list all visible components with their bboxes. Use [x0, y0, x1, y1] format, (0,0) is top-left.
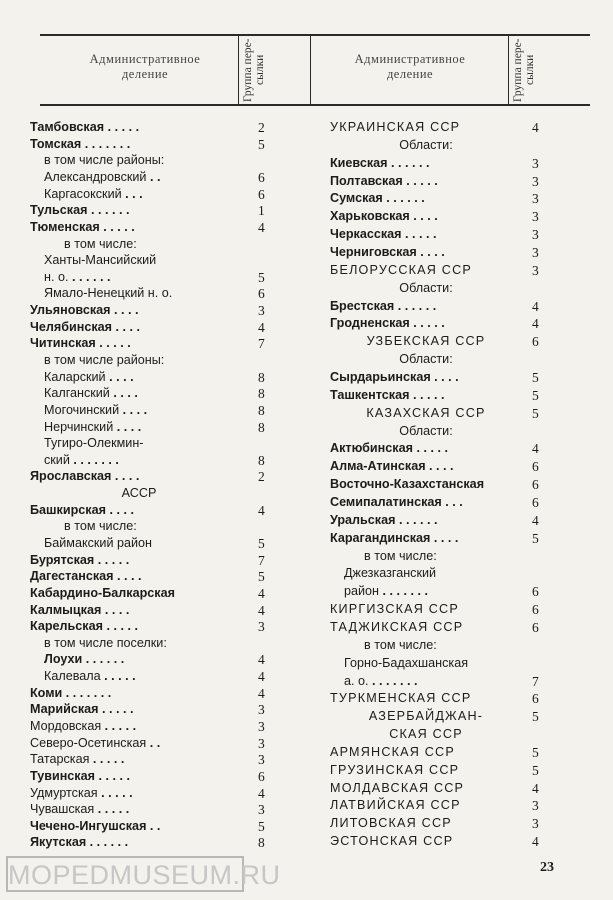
table-row [330, 745, 545, 763]
leader-dots: . . . . . [99, 219, 135, 234]
table-row [330, 674, 545, 692]
region-name: Каларский . . . . [44, 369, 134, 384]
leader-dots: . . . . . [409, 316, 445, 331]
table-row [330, 424, 545, 442]
table-row [330, 816, 545, 834]
region-name: Татарская . . . . . [30, 752, 125, 767]
leader-dots: . . . . . [89, 752, 125, 767]
table-row [30, 403, 275, 420]
region-name: Лоухи . . . . . . [44, 652, 125, 667]
table-row [330, 227, 545, 245]
group-number: 4 [258, 585, 265, 601]
group-number: 5 [532, 762, 539, 778]
table-row [30, 453, 275, 470]
region-name: Дагестанская . . . . [30, 569, 142, 584]
region-name: Марийская . . . . . [30, 702, 134, 717]
region-name: Тамбовская . . . . . [30, 120, 140, 134]
region-name: МОЛДАВСКАЯ ССР [330, 780, 465, 795]
region-name: Карельская . . . . . [30, 619, 138, 634]
leader-dots: . . . . . [412, 441, 448, 456]
table-row [30, 286, 275, 303]
leader-dots: . . . . . . [82, 652, 125, 667]
region-name: Ярославская . . . . [30, 469, 140, 484]
table-row [330, 727, 545, 745]
page-number: 23 [540, 860, 554, 875]
region-name: в том числе районы: [44, 153, 165, 168]
region-name: а. о. . . . . . . . [344, 673, 418, 688]
watermark: MOPEDMUSEUM.RU [6, 856, 244, 892]
group-number: 3 [532, 155, 539, 171]
group-number: 3 [258, 752, 265, 768]
region-name: Коми . . . . . . . [30, 685, 112, 700]
leader-dots: . . . . . . [87, 203, 130, 218]
group-number: 6 [532, 494, 539, 510]
table-row [30, 752, 275, 769]
right-group-divider [508, 34, 509, 105]
group-number: 4 [532, 441, 539, 457]
leader-dots: . . . . [112, 319, 140, 334]
table-row [330, 656, 545, 674]
table-row [330, 638, 545, 656]
table-row [330, 495, 545, 513]
group-number: 5 [258, 136, 265, 152]
region-name: Тюменская . . . . . [30, 219, 135, 234]
table-row [330, 441, 545, 459]
group-number: 3 [258, 303, 265, 318]
table-row [330, 709, 545, 727]
table-row [330, 513, 545, 531]
region-name: в том числе поселки: [44, 635, 167, 650]
leader-dots: . . [146, 735, 161, 750]
leader-dots: . . . . . . [394, 298, 437, 313]
group-number: 8 [258, 452, 265, 468]
table-row [330, 584, 545, 602]
table-row [30, 336, 275, 353]
group-number: 7 [532, 673, 539, 689]
region-name: Баймакский район [44, 535, 152, 550]
table-row [30, 569, 275, 586]
leader-dots: . . . . . . [68, 269, 111, 284]
region-name: Черниговская . . . . [330, 245, 445, 259]
group-number: 5 [532, 744, 539, 760]
leader-dots: . . . . . . [387, 155, 430, 170]
leader-dots: . . . . . [94, 802, 130, 817]
group-number: 3 [532, 245, 539, 260]
table-row [330, 138, 545, 156]
leader-dots: . . . . [430, 370, 459, 384]
table-row [330, 691, 545, 709]
group-number: 3 [532, 262, 539, 278]
table-row [30, 553, 275, 570]
table-row [30, 736, 275, 753]
region-name: Удмуртская . . . . . [30, 785, 133, 800]
table-row [30, 420, 275, 437]
group-number: 4 [532, 298, 539, 314]
group-number: 4 [258, 502, 265, 518]
leader-dots: . . . . . . . [81, 136, 131, 151]
table-row [30, 619, 275, 636]
region-name: ЭСТОНСКАЯ ССР [330, 834, 454, 849]
region-name: ГРУЗИНСКАЯ ССР [330, 762, 460, 777]
region-name: в том числе районы: [44, 352, 165, 367]
region-name: БЕЛОРУССКАЯ ССР [330, 262, 472, 277]
table-row [30, 386, 275, 403]
leader-dots: . . . . . [100, 669, 136, 683]
leader-dots: . . . . [111, 469, 140, 484]
leader-dots: . . . . [101, 602, 130, 617]
region-name: Калевала . . . . . [44, 669, 136, 683]
region-name: Северо-Осетинская . . [30, 735, 161, 750]
table-row [30, 586, 275, 603]
table-row [30, 686, 275, 703]
right-header-group: Группа пере-сылки [512, 38, 536, 102]
region-name: ТУРКМЕНСКАЯ ССР [330, 691, 472, 706]
leader-dots: . . [146, 169, 161, 184]
region-name: Мордовская . . . . . [30, 718, 137, 733]
left-column [30, 120, 275, 852]
group-number: 4 [532, 834, 539, 850]
table-row [330, 156, 545, 174]
leader-dots: . . . . [416, 245, 445, 259]
table-row [30, 819, 275, 836]
table-row [30, 253, 275, 270]
group-number: 6 [258, 768, 265, 784]
group-number: 4 [532, 120, 539, 135]
group-number: 3 [532, 798, 539, 814]
table-row [30, 669, 275, 686]
group-number: 6 [532, 691, 539, 707]
leader-dots: . . . . [113, 569, 142, 584]
leader-dots: . . . . . [98, 702, 134, 717]
group-number: 3 [532, 816, 539, 832]
region-name: Калмыцкая . . . . [30, 602, 130, 617]
group-number: 8 [258, 402, 265, 418]
table-row [330, 459, 545, 477]
leader-dots: . . . . . [104, 120, 140, 134]
region-name: Ямало-Ненецкий н. о. [44, 286, 173, 301]
table-row [330, 620, 545, 638]
region-name: АЗЕРБАЙДЖАН- [368, 709, 484, 724]
table-row [30, 203, 275, 220]
table-row [330, 334, 545, 352]
region-name: в том числе: [364, 548, 437, 563]
table-row [330, 602, 545, 620]
region-name: Могочинский . . . . [44, 402, 148, 417]
table-row [330, 370, 545, 388]
group-number: 6 [258, 286, 265, 302]
leader-dots: . . . . [430, 530, 459, 545]
table-row [30, 187, 275, 204]
group-number: 7 [258, 552, 265, 568]
region-name: КИРГИЗСКАЯ ССР [330, 602, 459, 616]
table-row [30, 137, 275, 154]
region-name: Сумская . . . . . . [330, 191, 425, 206]
group-number: 5 [532, 405, 539, 421]
region-name: Карагандинская . . . . [330, 530, 459, 545]
leader-dots: . . . . [109, 386, 138, 401]
table-row [30, 702, 275, 719]
table-row [330, 174, 545, 192]
leader-dots: . . . . [105, 502, 134, 517]
table-row [330, 798, 545, 816]
group-number: 4 [258, 602, 265, 618]
table-row [30, 652, 275, 669]
group-number: 3 [532, 191, 539, 207]
region-name: Читинская . . . . . [30, 336, 131, 351]
right-column [330, 120, 545, 852]
leader-dots: . . [146, 818, 161, 833]
left-header-group: Группа пере-сылки [242, 38, 266, 102]
group-number: 4 [258, 652, 265, 668]
table-row [330, 120, 545, 138]
group-number: 3 [532, 227, 539, 243]
region-name: Уральская . . . . . . [330, 512, 438, 527]
region-name: АРМЯНСКАЯ ССР [330, 744, 455, 759]
leader-dots: . . . . . . [395, 512, 438, 527]
leader-dots: . . . . . . . [379, 584, 429, 599]
group-number: 6 [532, 477, 539, 493]
region-name: в том числе: [64, 236, 137, 251]
group-number: 8 [258, 369, 265, 385]
region-name: ЛИТОВСКАЯ ССР [330, 816, 452, 831]
region-name: в том числе: [364, 637, 437, 652]
group-number: 2 [258, 469, 265, 485]
region-name: Сырдарьинская . . . . [330, 370, 459, 384]
table-row [330, 477, 545, 495]
region-name: Ульяновская . . . . [30, 303, 139, 317]
group-number: 4 [258, 319, 265, 335]
table-row [30, 353, 275, 370]
group-number: 6 [258, 169, 265, 185]
group-number: 1 [258, 203, 265, 219]
leader-dots: . . . . [110, 303, 139, 317]
leader-dots: . . . . . . . [62, 685, 112, 700]
region-name: Тульская . . . . . . [30, 203, 130, 218]
table-row [330, 388, 545, 406]
region-name: Каргасокский . . . [44, 186, 143, 201]
table-row [30, 786, 275, 803]
region-name: Челябинская . . . . [30, 319, 140, 334]
center-divider [310, 34, 311, 105]
region-name: Бурятская . . . . . [30, 552, 130, 567]
group-number: 8 [258, 835, 265, 851]
table-row [30, 320, 275, 337]
group-number: 6 [532, 459, 539, 475]
group-number: 6 [532, 584, 539, 600]
region-name: Горно-Бадахшанская [344, 655, 469, 670]
region-name: н. о. . . . . . . [44, 269, 111, 284]
region-name: УЗБЕКСКАЯ ССР [366, 334, 486, 349]
table-row [330, 316, 545, 334]
region-name: КАЗАХСКАЯ ССР [366, 405, 486, 420]
region-name: Киевская . . . . . . [330, 155, 430, 170]
region-name: Александровский . . [44, 169, 161, 184]
table-row [330, 781, 545, 799]
table-row [330, 299, 545, 317]
region-name: Башкирская . . . . [30, 502, 134, 517]
leader-dots: . . . . . . . [368, 673, 418, 688]
group-number: 3 [258, 718, 265, 734]
group-number: 5 [532, 387, 539, 403]
leader-dots: . . . [121, 186, 143, 201]
table-row [330, 191, 545, 209]
leader-dots: . . . [441, 494, 463, 509]
group-number: 3 [532, 173, 539, 189]
group-number: 4 [532, 316, 539, 332]
group-number: 4 [258, 685, 265, 701]
table-row [330, 209, 545, 227]
left-group-divider [238, 34, 239, 105]
group-number: 6 [532, 334, 539, 350]
right-header-title: Административное деление [354, 52, 466, 81]
leader-dots: . . . . . [94, 552, 130, 567]
region-name: Актюбинская . . . . . [330, 441, 448, 456]
leader-dots: . . . . [425, 459, 454, 474]
region-name: в том числе: [64, 519, 137, 534]
table-row [30, 519, 275, 536]
table-row [30, 153, 275, 170]
group-number: 4 [532, 512, 539, 528]
table-row [30, 120, 275, 137]
group-number: 5 [258, 818, 265, 834]
region-name: Тугиро-Олекмин- [44, 436, 144, 451]
group-number: 2 [258, 120, 265, 135]
leader-dots: . . . . . [409, 387, 445, 402]
group-number: 8 [258, 419, 265, 435]
leader-dots: . . . . [105, 369, 134, 384]
group-number: 7 [258, 336, 265, 352]
group-number: 4 [258, 669, 265, 684]
leader-dots: . . . . [113, 419, 142, 434]
leader-dots: . . . . . [401, 227, 437, 242]
table-row [30, 220, 275, 237]
region-name: Брестская . . . . . . [330, 298, 437, 313]
table-row [30, 503, 275, 520]
table-row [30, 769, 275, 786]
table-row [330, 406, 545, 424]
table-row [330, 281, 545, 299]
region-name: Джезказганский [344, 566, 437, 581]
leader-dots: . . . . . [102, 619, 138, 634]
table-row [330, 245, 545, 263]
region-name: Области: [399, 352, 453, 367]
table-row [330, 763, 545, 781]
table-row [30, 536, 275, 553]
region-name: Тувинская . . . . . [30, 768, 130, 783]
group-number: 5 [258, 269, 265, 285]
group-number: 5 [258, 569, 265, 585]
region-name: Области: [399, 280, 453, 295]
table-row [30, 303, 275, 320]
group-number: 6 [258, 186, 265, 202]
group-number: 5 [258, 535, 265, 551]
region-name: Ташкентская . . . . . [330, 387, 445, 402]
group-number: 4 [532, 780, 539, 796]
region-name: Гродненская . . . . . [330, 316, 445, 331]
region-name: Восточно-Казахстанская [330, 477, 485, 492]
leader-dots: . . . . . . [382, 191, 425, 206]
table-row [30, 486, 275, 503]
region-name: Черкасская . . . . . [330, 227, 437, 242]
region-name: СКАЯ ССР [389, 727, 463, 741]
region-name: Области: [399, 137, 453, 152]
leader-dots: . . . . . [402, 173, 438, 188]
table-row [30, 719, 275, 736]
region-name: Полтавская . . . . . [330, 173, 438, 188]
table-row [330, 549, 545, 567]
leader-dots: . . . . . [94, 768, 130, 783]
table-row [30, 370, 275, 387]
table-row [330, 834, 545, 852]
region-name: Томская . . . . . . . [30, 136, 131, 151]
group-number: 5 [532, 370, 539, 385]
region-name: ТАДЖИКСКАЯ ССР [330, 619, 464, 634]
group-number: 6 [532, 602, 539, 617]
table-row [30, 469, 275, 486]
region-name: Калганский . . . . [44, 386, 138, 401]
region-name: Чувашская . . . . . [30, 802, 130, 817]
group-number: 4 [258, 785, 265, 801]
region-name: Харьковская . . . . [330, 209, 438, 224]
region-name: Якутская . . . . . . [30, 835, 129, 850]
table-row [30, 802, 275, 819]
table-row [30, 270, 275, 287]
region-name: район . . . . . . . [344, 584, 429, 599]
leader-dots: . . . . . [97, 785, 133, 800]
table-row [330, 531, 545, 549]
table-row [30, 436, 275, 453]
region-name: УКРАИНСКАЯ ССР [330, 120, 461, 134]
region-name: Семипалатинская . . . [330, 494, 463, 509]
table-row [330, 352, 545, 370]
group-number: 5 [532, 530, 539, 546]
group-number: 3 [258, 702, 265, 718]
group-number: 4 [258, 219, 265, 235]
leader-dots: . . . . . [101, 718, 137, 733]
region-name: АССР [121, 486, 157, 500]
leader-dots: . . . . . . [86, 835, 129, 850]
table-row [30, 237, 275, 254]
region-name: Кабардино-Балкарская [30, 585, 175, 600]
left-header-title: Административное деление [89, 52, 201, 81]
region-name: Чечено-Ингушская . . [30, 818, 161, 833]
group-number: 3 [532, 209, 539, 225]
group-number: 3 [258, 619, 265, 635]
leader-dots: . . . . . . . [69, 452, 119, 467]
region-name: ЛАТВИЙСКАЯ ССР [330, 798, 461, 813]
group-number: 8 [258, 386, 265, 402]
table-row [30, 170, 275, 187]
table-row [30, 835, 275, 852]
group-number: 6 [532, 619, 539, 635]
table-row [330, 566, 545, 584]
leader-dots: . . . . [409, 209, 438, 224]
region-name: Нерчинский . . . . [44, 419, 142, 434]
leader-dots: . . . . . [95, 336, 131, 351]
group-number: 3 [258, 735, 265, 751]
group-number: 5 [532, 709, 539, 725]
region-name: Алма-Атинская . . . . [330, 459, 454, 474]
region-name: Ханты-Мансийский [44, 253, 157, 268]
region-name: Области: [399, 423, 453, 438]
table-row [330, 263, 545, 281]
region-name: ский . . . . . . . [44, 452, 119, 467]
group-number: 3 [258, 802, 265, 818]
table-row [30, 603, 275, 620]
table-row [30, 636, 275, 653]
leader-dots: . . . . [119, 402, 148, 417]
